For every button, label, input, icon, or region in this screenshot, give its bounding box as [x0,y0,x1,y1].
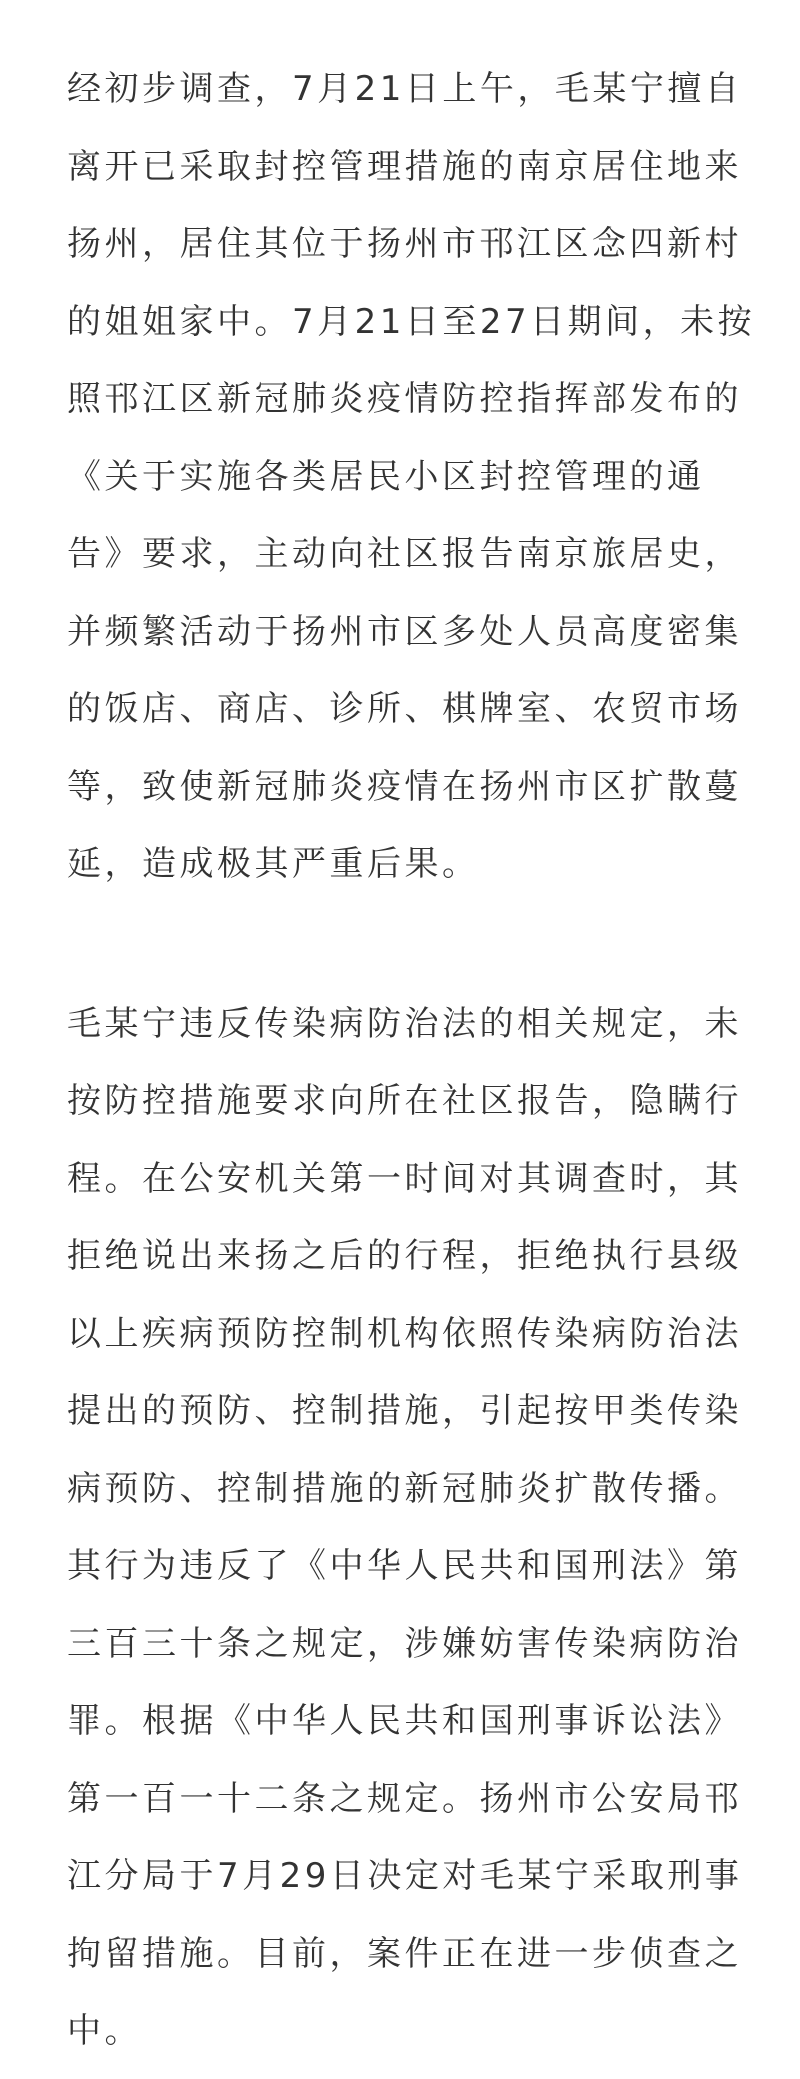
text-line: 等，致使新冠肺炎疫情在扬州市区扩散蔓 [67,766,742,807]
text-line: 毛某宁违反传染病防治法的相关规定，未 [67,1003,742,1044]
text-line: 按防控措施要求向所在社区报告，隐瞒行 [67,1081,742,1121]
paragraph-legal-action [67,986,747,2071]
text-line: 江分局于7月29日决定对毛某宁采取刑事 [67,1856,743,1896]
text-line: 经初步调查，7月21日上午，毛某宁擅自 [67,69,743,109]
article-body [67,51,756,2071]
text-line: 第一百一十二条之规定。扬州市公安局邗 [67,1778,742,1819]
text-line: 其行为违反了《中华人民共和国刑法》第 [67,1546,742,1586]
text-line: 中。 [67,2011,142,2051]
text-line: 《关于实施各类居民小区封控管理的通 [67,456,705,497]
text-line: 拒绝说出来扬之后的行程，拒绝执行县级 [67,1236,742,1276]
text-line: 罪。根据《中华人民共和国刑事诉讼法》 [67,1701,742,1741]
text-line: 以上疾病预防控制机构依照传染病防治法 [67,1313,742,1354]
text-line: 提出的预防、控制措施，引起按甲类传染 [67,1391,742,1431]
text-line: 离开已采取封控管理措施的南京居住地来 [67,146,742,187]
text-line: 延，造成极其严重后果。 [67,844,480,884]
text-line: 扬州，居住其位于扬州市邗江区念四新村 [67,224,742,264]
text-line: 并频繁活动于扬州市区多处人员高度密集 [67,611,742,652]
text-line: 的姐姐家中。7月21日至27日期间，未按 [67,301,756,342]
text-line: 拘留措施。目前，案件正在进一步侦查之 [67,1933,742,1974]
text-line: 告》要求，主动向社区报告南京旅居史， [67,534,742,574]
text-line: 照邗江区新冠肺炎疫情防控指挥部发布的 [67,379,742,419]
text-line: 三百三十条之规定，涉嫌妨害传染病防治 [67,1623,742,1664]
paragraph-investigation [67,51,756,904]
text-line: 程。在公安机关第一时间对其调查时，其 [67,1158,742,1199]
text-line: 的饭店、商店、诊所、棋牌室、农贸市场 [67,689,742,729]
text-line: 病预防、控制措施的新冠肺炎扩散传播。 [67,1468,742,1509]
